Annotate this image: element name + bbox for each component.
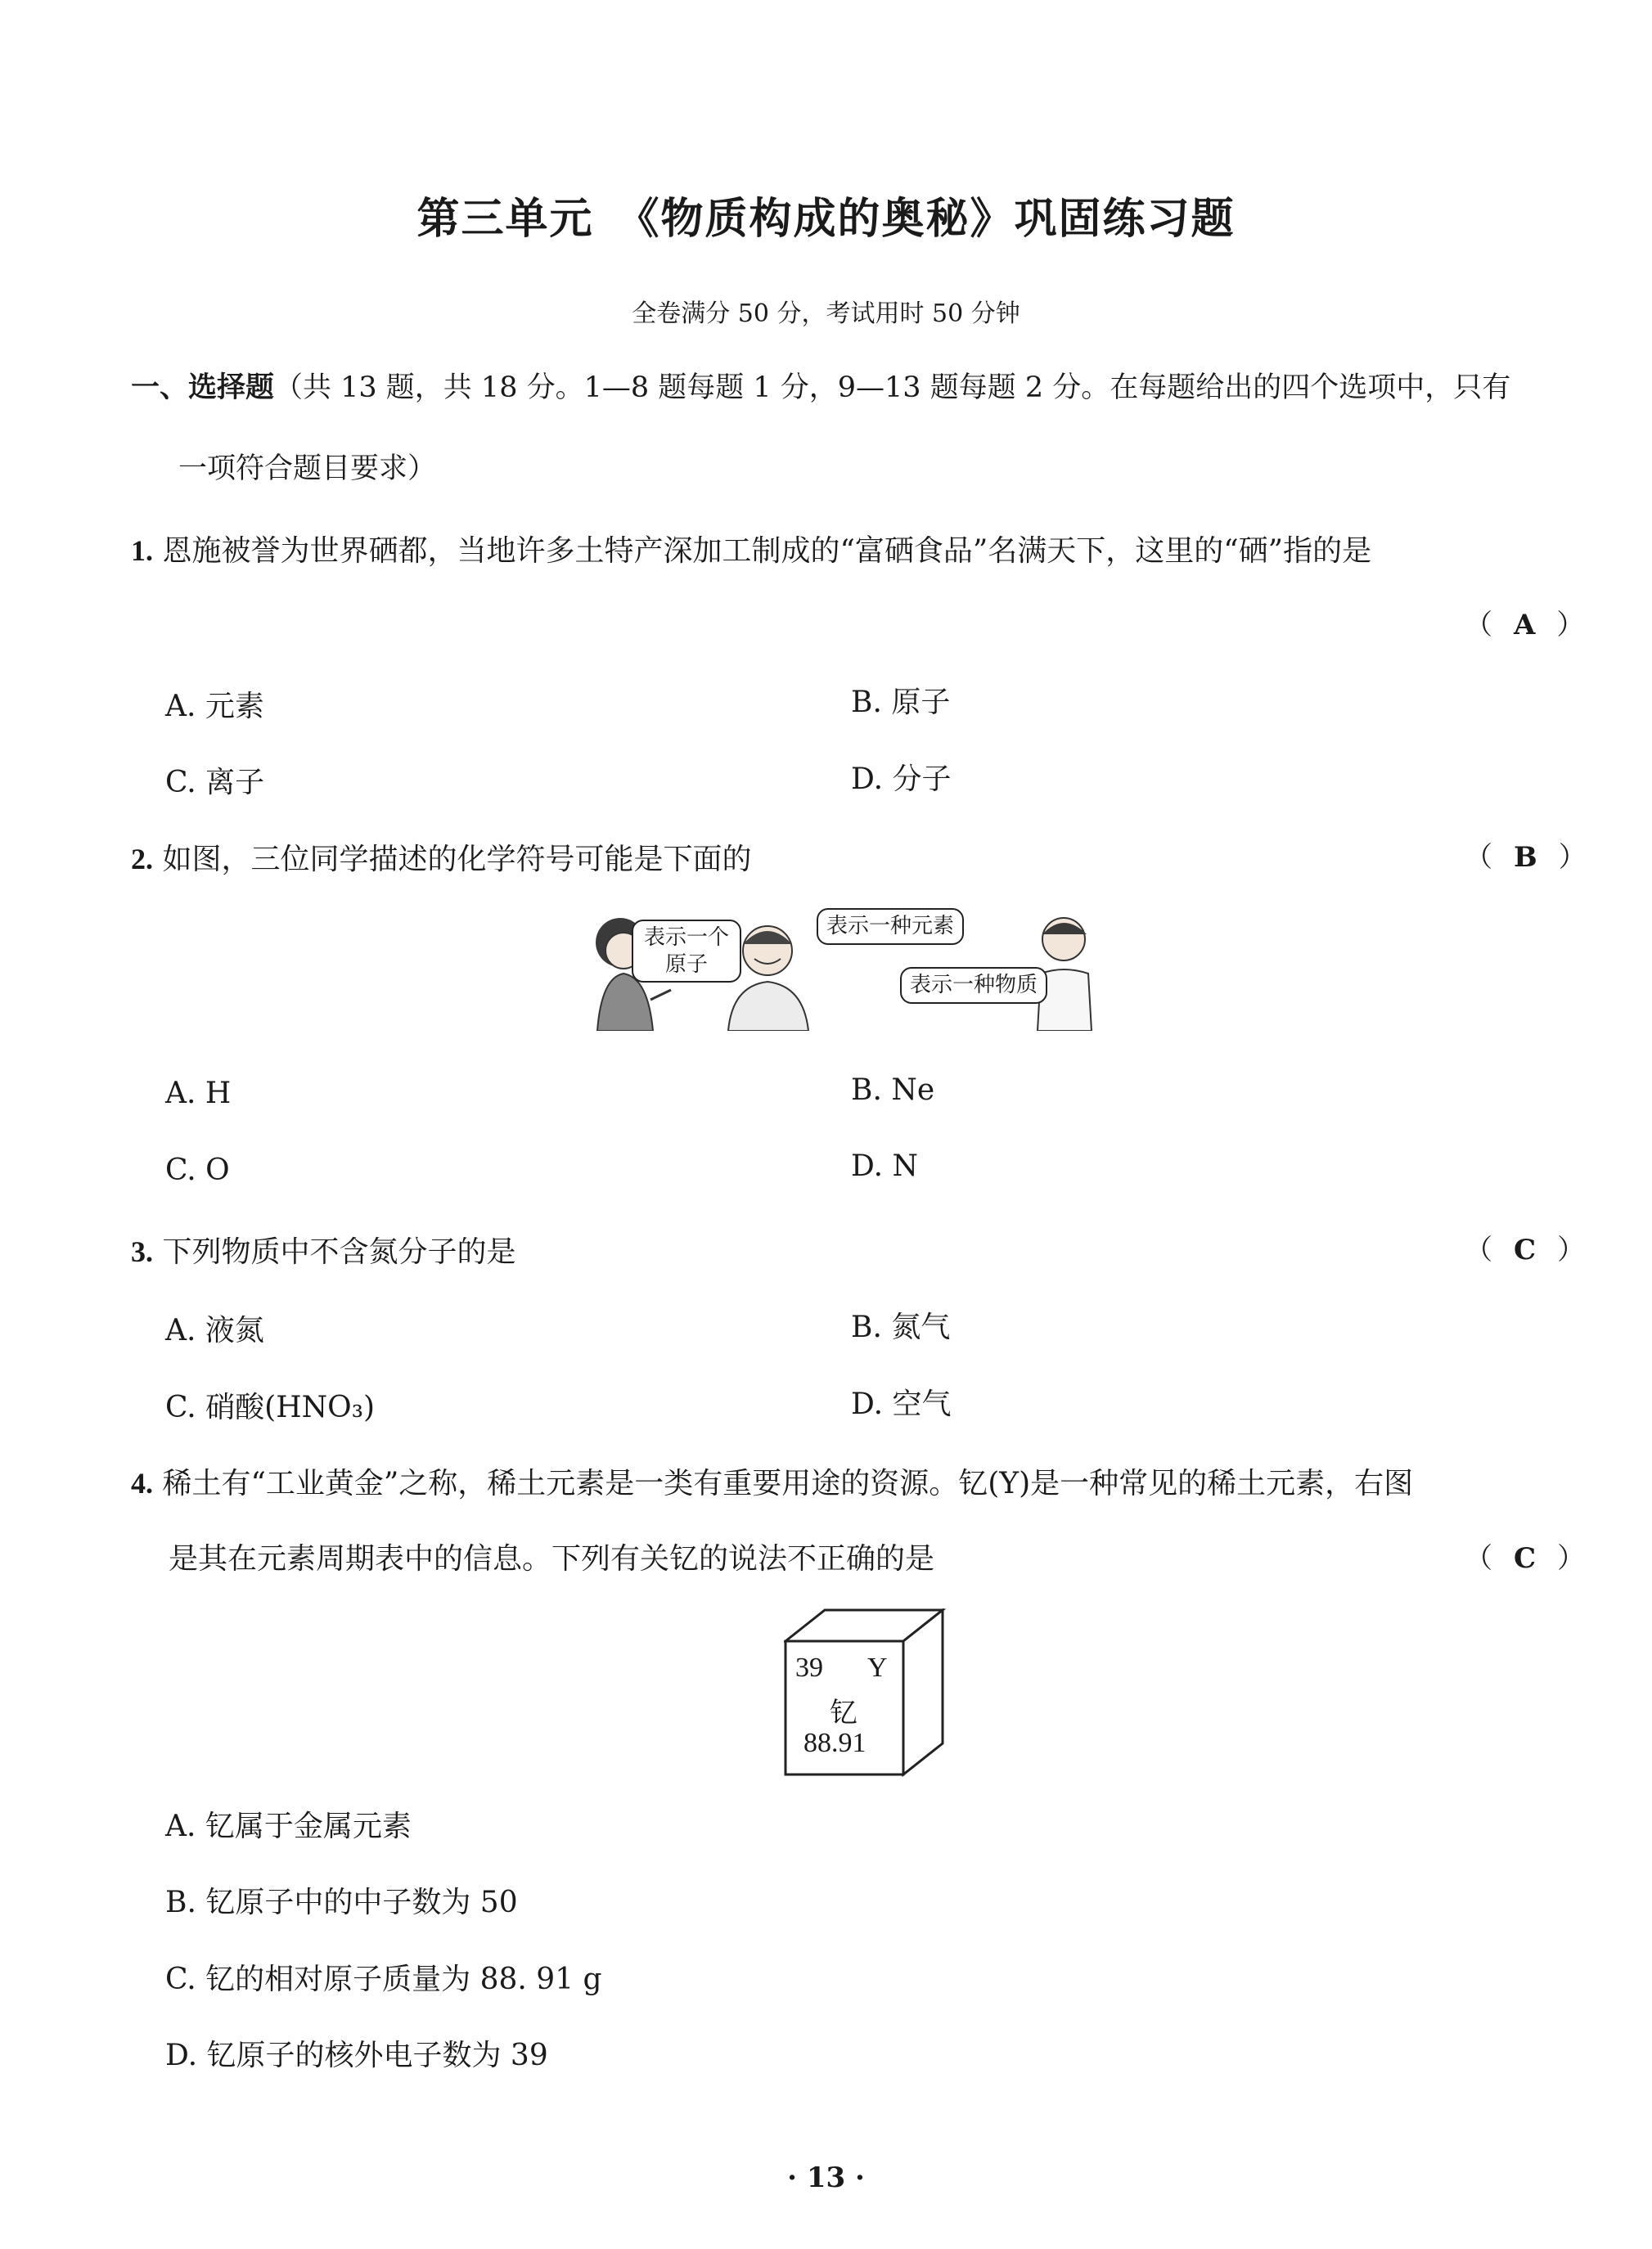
page-number: · 13 · xyxy=(787,2161,865,2194)
answer-1: （ A ） xyxy=(1465,609,1585,641)
question-number: 1. xyxy=(131,534,153,567)
section-instructions: （共 13 题，共 18 分。1—8 题每题 1 分，9—13 题每题 2 分。在每题给出的四个选项中，只有 xyxy=(274,371,1511,404)
question-number: 3. xyxy=(131,1235,153,1268)
element-name: 钇 xyxy=(830,1698,858,1729)
question-4 xyxy=(131,1460,1413,1502)
atomic-mass: 88.91 xyxy=(803,1728,867,1758)
option-2b[interactable]: B. Ne xyxy=(851,1073,935,1107)
element-cube-figure xyxy=(784,1608,948,1780)
question-text: 恩施被誉为世界硒都，当地许多土特产深加工制成的“富硒食品”名满天下，这里的“硒”指的是 xyxy=(162,534,1372,568)
answer-letter: C xyxy=(1514,1234,1537,1266)
answer-3: （ C ） xyxy=(1465,1234,1586,1266)
option-3a[interactable]: A. 液氮 xyxy=(165,1314,264,1347)
answer-4: （ C ） xyxy=(1465,1542,1586,1575)
option-4b[interactable]: B. 钇原子中的中子数为 50 xyxy=(165,1886,518,1919)
question-3 xyxy=(131,1229,515,1271)
page-subtitle: 全卷满分 50 分，考试用时 50 分钟 xyxy=(632,299,1020,328)
speech-bubble-element: 表示一种元素 xyxy=(817,908,964,945)
speech-bubble-substance: 表示一种物质 xyxy=(900,967,1047,1004)
section-instructions-cont: 一项符合题目要求） xyxy=(178,452,437,485)
option-1a[interactable]: A. 元素 xyxy=(165,690,264,723)
students-figure xyxy=(573,908,1146,1031)
question-text-line2: 是其在元素周期表中的信息。下列有关钇的说法不正确的是 xyxy=(169,1542,935,1576)
section-header xyxy=(131,371,1510,405)
question-text: 下列物质中不含氮分子的是 xyxy=(162,1235,516,1269)
answer-letter: B xyxy=(1514,841,1537,874)
option-4a[interactable]: A. 钇属于金属元素 xyxy=(165,1810,412,1843)
answer-letter: C xyxy=(1514,1542,1537,1575)
answer-2: （ B ） xyxy=(1465,841,1587,874)
option-2c[interactable]: C. O xyxy=(165,1154,230,1187)
question-1 xyxy=(131,528,1371,569)
option-3c[interactable]: C. 硝酸(HNO₃) xyxy=(165,1391,376,1424)
option-1c[interactable]: C. 离子 xyxy=(165,766,265,799)
page-title: 第三单元 《物质构成的奥秘》巩固练习题 xyxy=(416,194,1236,244)
question-2 xyxy=(131,836,751,878)
option-1d[interactable]: D. 分子 xyxy=(851,762,952,796)
question-text-line1: 稀土有“工业黄金”之称，稀土元素是一类有重要用途的资源。钇(Y)是一种常见的稀土元素，右图 xyxy=(162,1467,1414,1500)
question-number: 4. xyxy=(131,1467,153,1500)
answer-letter: A xyxy=(1514,609,1536,641)
atomic-number: 39 xyxy=(795,1653,823,1683)
option-1b[interactable]: B. 原子 xyxy=(851,686,951,719)
speech-bubble-atom: 表示一个原子 xyxy=(632,920,741,983)
option-2d[interactable]: D. N xyxy=(851,1149,918,1183)
option-2a[interactable]: A. H xyxy=(165,1077,232,1110)
option-4c[interactable]: C. 钇的相对原子质量为 88. 91 g xyxy=(165,1963,602,1996)
question-text: 如图，三位同学描述的化学符号可能是下面的 xyxy=(162,843,752,876)
section-label: 一、选择题 xyxy=(131,371,275,404)
question-number: 2. xyxy=(131,843,153,875)
element-symbol: Y xyxy=(867,1653,888,1683)
option-4d[interactable]: D. 钇原子的核外电子数为 39 xyxy=(165,2039,548,2072)
option-3d[interactable]: D. 空气 xyxy=(851,1388,952,1421)
option-3b[interactable]: B. 氮气 xyxy=(851,1311,951,1344)
